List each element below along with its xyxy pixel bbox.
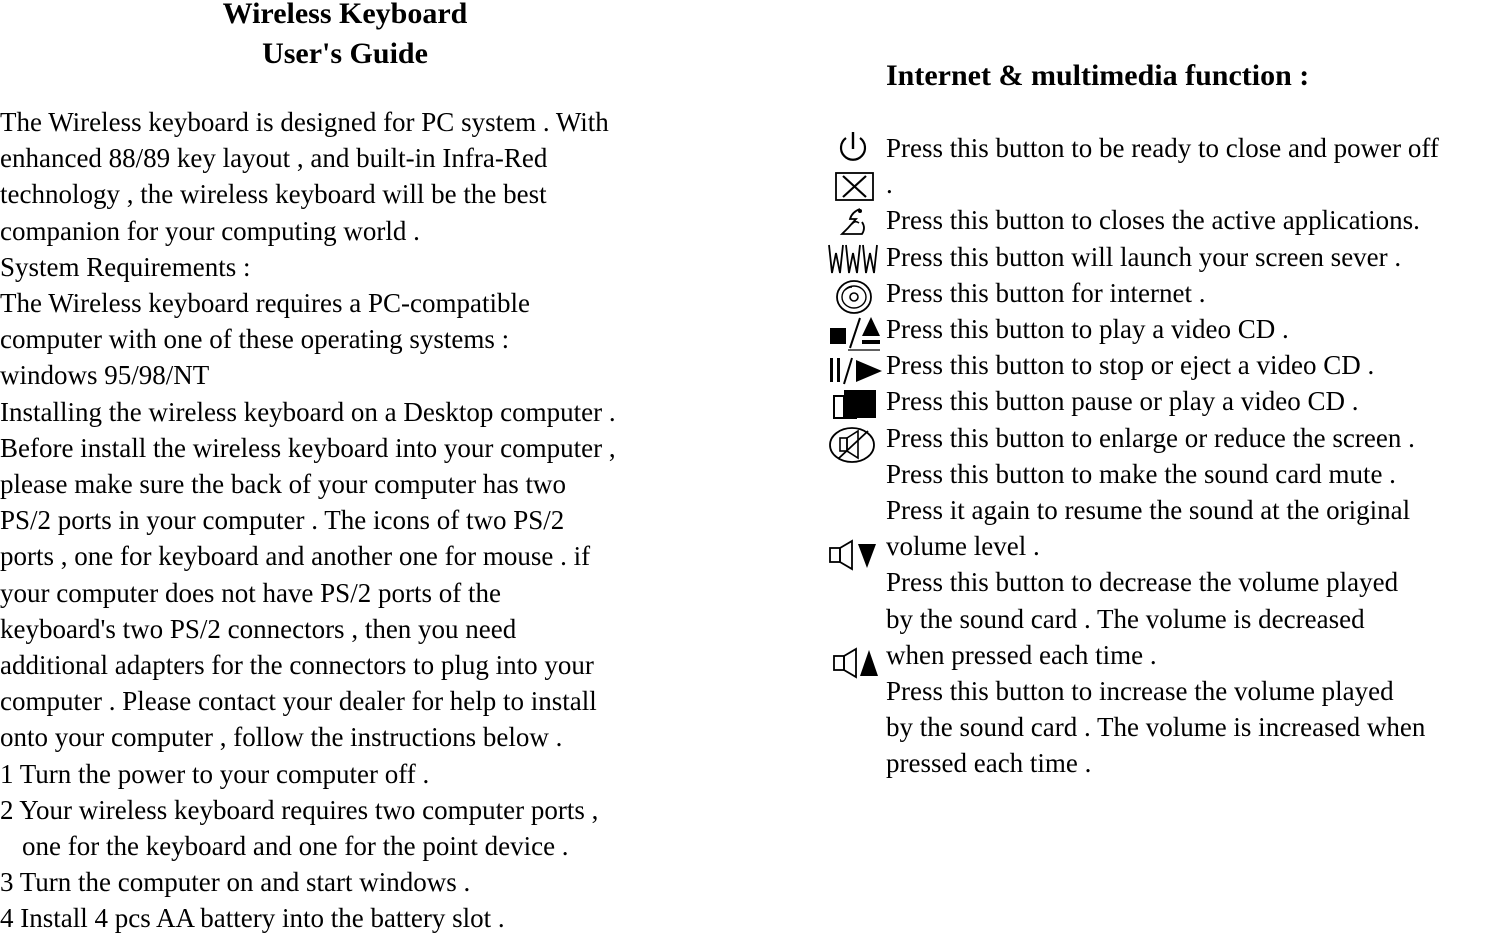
right-line: Press this button to enlarge or reduce the screen . xyxy=(886,422,1415,453)
left-line: The Wireless keyboard requires a PC-compatible xyxy=(0,288,530,319)
right-line: Press it again to resume the sound at the original xyxy=(886,495,1411,526)
left-line: onto your computer , follow the instructions below . xyxy=(0,722,563,753)
left-line: computer . Please contact your dealer for help to install xyxy=(0,686,597,717)
left-line: System Requirements : xyxy=(0,251,251,282)
right-line: Press this button for internet . xyxy=(886,277,1206,308)
cd-icon xyxy=(834,278,874,316)
right-line: Press this button to stop or eject a video CD . xyxy=(886,350,1375,381)
right-line: Press this button to decrease the volume played xyxy=(886,567,1399,598)
left-line: please make sure the back of your computer has two xyxy=(0,469,567,500)
left-line: Before install the wireless keyboard into your computer , xyxy=(0,432,616,463)
left-line: The Wireless keyboard is designed for PC system . With xyxy=(0,107,609,137)
left-line: PS/2 ports in your computer . The icons of two PS/2 xyxy=(0,505,565,536)
pause-play-icon xyxy=(828,352,884,386)
left-line: keyboard's two PS/2 connectors , then you need xyxy=(0,613,517,644)
left-line: companion for your computing world . xyxy=(0,215,420,246)
right-column xyxy=(886,130,1490,782)
step-2: 2 Your wireless keyboard requires two computer ports , xyxy=(0,794,599,825)
right-line: Press this button to increase the volume played xyxy=(886,676,1394,707)
right-line: Press this button pause or play a video CD . xyxy=(886,386,1359,417)
screensaver-icon xyxy=(838,206,870,238)
right-line: by the sound card . The volume is increased when xyxy=(886,712,1426,743)
window-icon xyxy=(832,388,878,420)
step-3: 3 Turn the computer on and start windows . xyxy=(0,867,471,898)
left-line: enhanced 88/89 key layout , and built-in Infra-Red xyxy=(0,143,548,174)
left-line: technology , the wireless keyboard will be the best xyxy=(0,179,547,210)
right-line: Press this button will launch your screen sever . xyxy=(886,241,1402,272)
right-line: by the sound card . The volume is decreased xyxy=(886,603,1365,634)
right-line: Press this button to be ready to close and power off xyxy=(886,133,1439,163)
step-4: 4 Install 4 pcs AA battery into the battery slot . xyxy=(0,903,505,934)
multimedia-heading: Internet & multimedia function : xyxy=(886,59,1310,92)
guide-title xyxy=(100,0,590,74)
left-line: ports , one for keyboard and another one for mouse . if xyxy=(0,541,591,572)
left-line: additional adapters for the connectors to plug into your xyxy=(0,650,594,681)
step-1: 1 Turn the power to your computer off . xyxy=(0,758,430,789)
volume-down-icon xyxy=(828,538,880,572)
right-line: . xyxy=(886,169,893,200)
title-line-1: Wireless Keyboard xyxy=(222,0,468,30)
right-line: volume level . xyxy=(886,531,1040,562)
right-line: Press this button to closes the active applications. xyxy=(886,205,1420,236)
www-icon xyxy=(828,243,880,275)
left-column xyxy=(0,104,700,937)
left-line: your computer does not have PS/2 ports of the xyxy=(0,577,501,608)
right-line: when pressed each time . xyxy=(886,639,1157,670)
stop-play-icon xyxy=(828,314,882,352)
mute-icon xyxy=(828,425,880,465)
close-window-icon xyxy=(835,172,875,202)
step-2-continued: one for the keyboard and one for the point device . xyxy=(22,831,569,862)
right-line: Press this button to play a video CD . xyxy=(886,314,1289,345)
left-line: computer with one of these operating systems : xyxy=(0,324,510,355)
right-line: Press this button to make the sound card mute . xyxy=(886,458,1396,489)
right-line: pressed each time . xyxy=(886,748,1092,779)
title-line-2: User's Guide xyxy=(262,37,428,70)
volume-up-icon xyxy=(832,646,882,680)
left-line: Installing the wireless keyboard on a Desktop computer . xyxy=(0,396,616,427)
power-icon xyxy=(836,130,870,166)
left-line: windows 95/98/NT xyxy=(0,360,210,391)
